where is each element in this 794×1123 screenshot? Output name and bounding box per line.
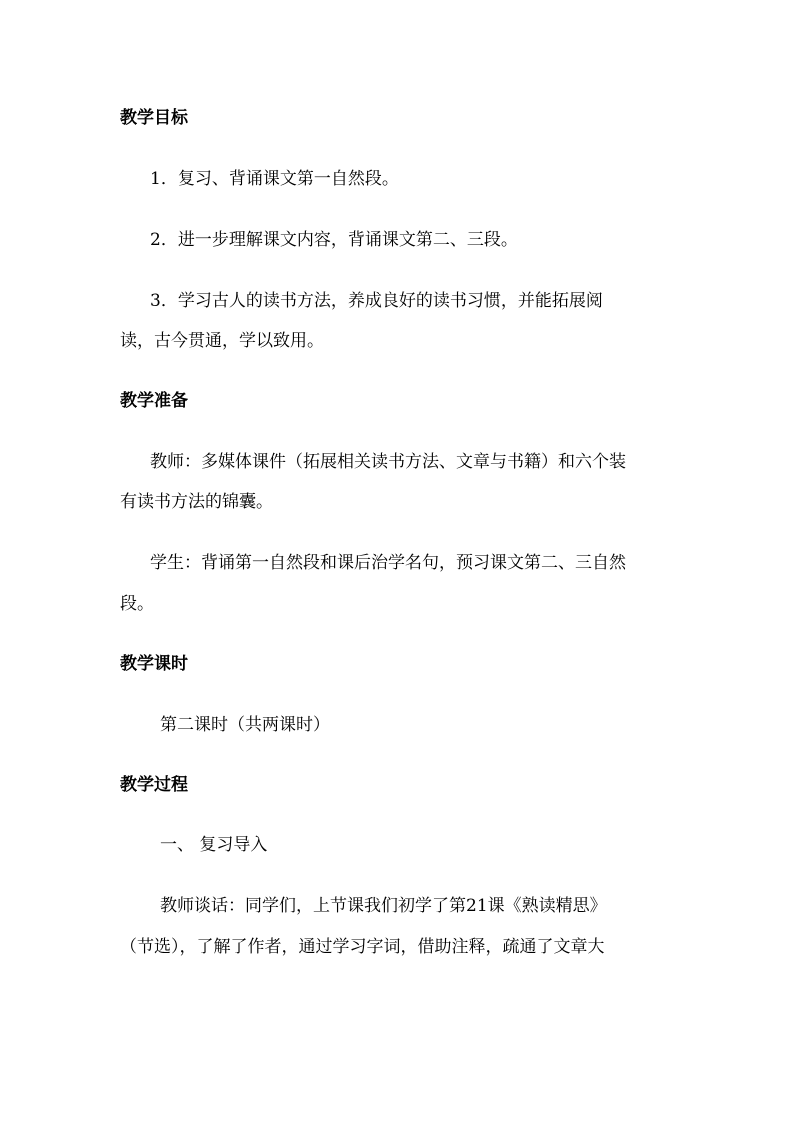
goal-item-3-line1: 3．学习古人的读书方法，养成良好的读书习惯，并能拓展阅 (150, 291, 603, 311)
goal-item-3-line2: 读，古今贯通，学以致用。 (120, 331, 324, 351)
student-prep-line2: 段。 (120, 594, 154, 614)
goal-item-2: 2．进一步理解课文内容，背诵课文第二、三段。 (150, 230, 518, 250)
goal-item-1: 1．复习、背诵课文第一自然段。 (150, 169, 399, 189)
teacher-prep-line2: 有读书方法的锦囊。 (120, 492, 273, 512)
teacher-talk-line2: （节选），了解了作者，通过学习字词，借助注释，疏通了文章大 (120, 937, 605, 957)
student-prep-line1: 学生：背诵第一自然段和课后治学名句，预习课文第二、三自然 (150, 553, 626, 573)
process-step-1: 一、 复习导入 (160, 835, 268, 855)
teacher-talk-line1: 教师谈话：同学们，上节课我们初学了第21课《熟读精思》 (160, 896, 607, 916)
heading-hours: 教学课时 (120, 654, 188, 674)
hours-text: 第二课时（共两课时） (160, 715, 330, 735)
teacher-prep-line1: 教师：多媒体课件（拓展相关读书方法、文章与书籍）和六个装 (150, 452, 626, 472)
heading-prep: 教学准备 (120, 391, 188, 411)
heading-process: 教学过程 (120, 775, 188, 795)
heading-goals: 教学目标 (120, 108, 188, 128)
